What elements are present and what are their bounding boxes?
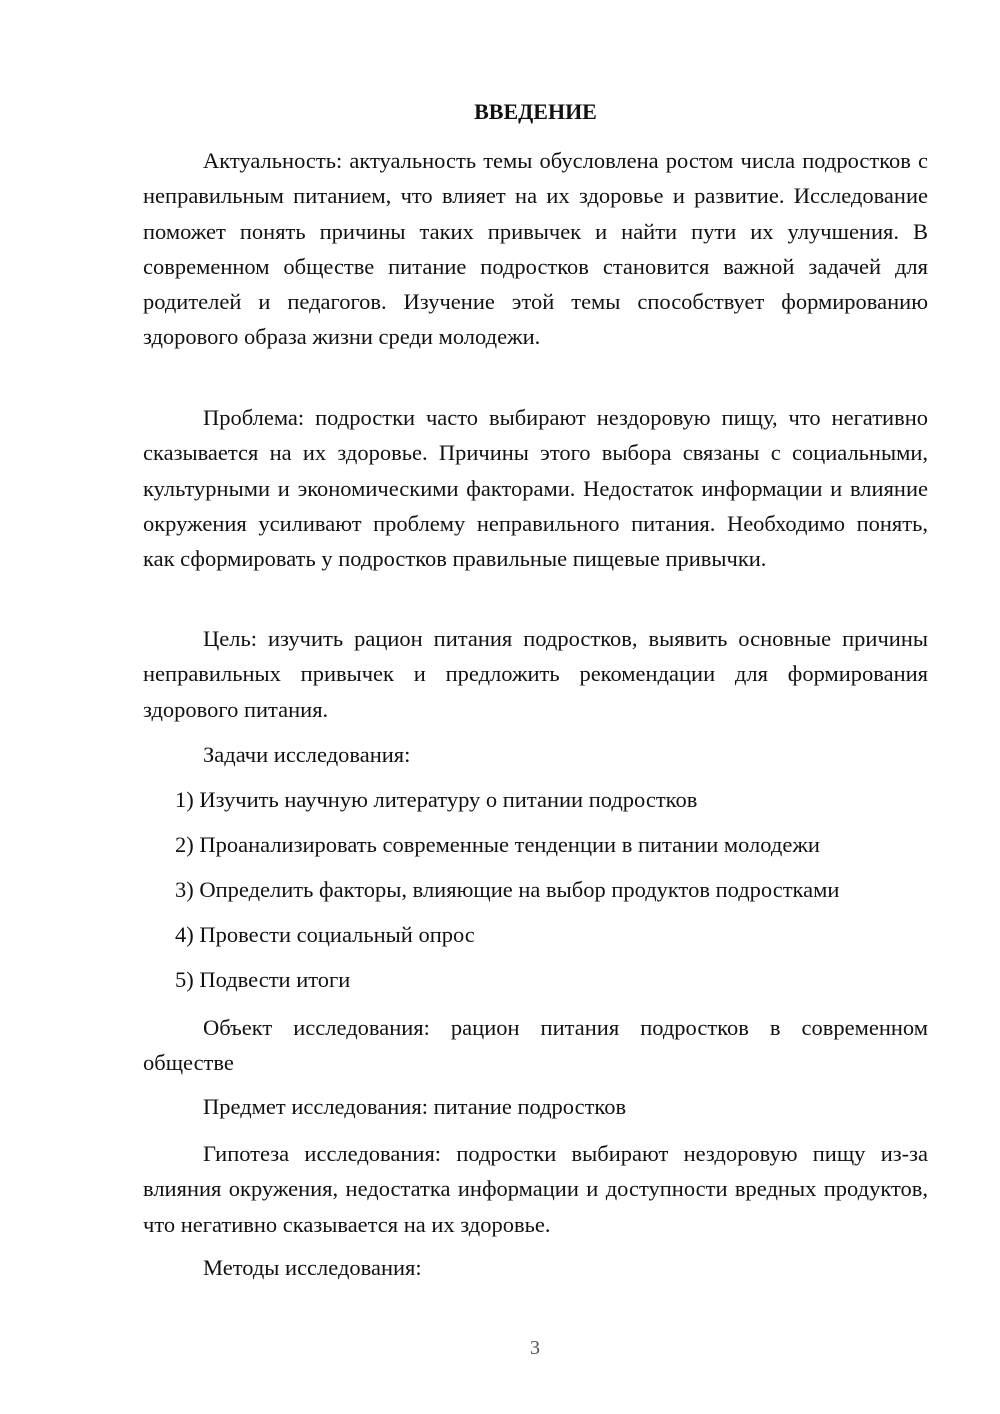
page-number: 3: [530, 1337, 540, 1359]
goal-paragraph: Цель: изучить рацион питания подростков, выявить основные причины неправильных привычек и предложить рекомендации для формирования здорового питания.: [143, 626, 928, 722]
task-item: 1) Изучить научную литературу о питании подростков: [175, 787, 698, 812]
methods-heading: Методы исследования:: [203, 1255, 422, 1280]
tasks-heading: Задачи исследования:: [203, 742, 411, 767]
hypothesis-paragraph: Гипотеза исследования: подростки выбирают нездоровую пищу из-за влияния окружения, недостатка информации и доступности вредных продуктов, что негативно сказывается на их здоровье.: [143, 1141, 928, 1237]
task-item: 4) Провести социальный опрос: [175, 922, 475, 947]
page-title: ВВЕДЕНИЕ: [474, 99, 597, 124]
problem-paragraph: Проблема: подростки часто выбирают нездоровую пищу, что негативно сказывается на их здоровье. Причины этого выбора связаны с социальными, культурными и экономическими факторами. Недостаток информации и влияние окружения усиливают проблему неправильного питания. Необходимо понять, как сформировать у подростков правильные пищевые привычки.: [143, 405, 928, 572]
subject-paragraph: Предмет исследования: питание подростков: [203, 1094, 627, 1119]
task-item: 3) Определить факторы, влияющие на выбор продуктов подростками: [175, 877, 840, 902]
object-paragraph: Объект исследования: рацион питания подростков в современном обществе: [143, 1015, 928, 1076]
relevance-paragraph: Актуальность: актуальность темы обусловлена ростом числа подростков с неправильным питанием, что влияет на их здоровье и развитие. Исследование поможет понять причины таких привычек и найти пути их улучшения. В современном обществе питание подростков становится важной задачей для родителей и педагогов. Изучение этой темы способствует формированию здорового образа жизни среди молодежи.: [143, 148, 928, 350]
task-item: 2) Проанализировать современные тенденции в питании молодежи: [175, 832, 820, 857]
task-item: 5) Подвести итоги: [175, 967, 351, 992]
